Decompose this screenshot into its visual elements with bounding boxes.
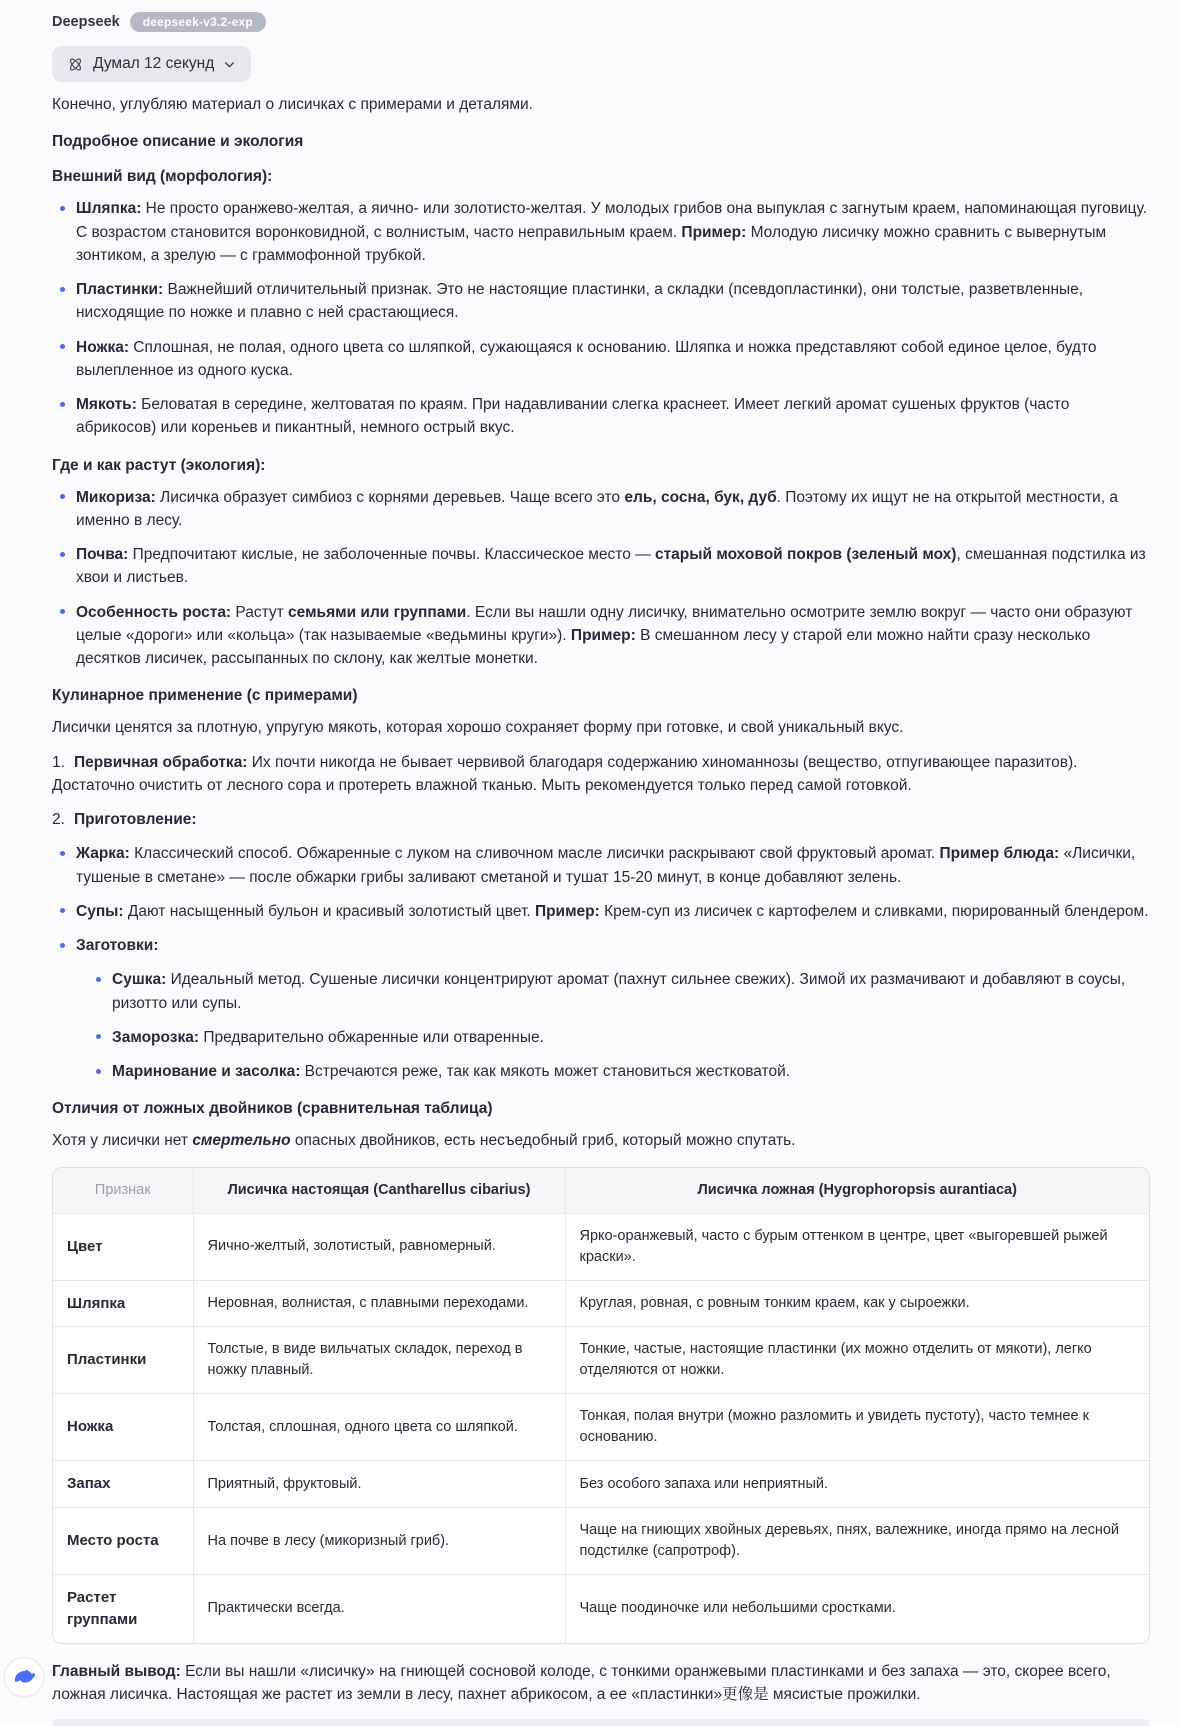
- list-item: [58, 601, 1150, 671]
- table-row: [53, 1280, 1149, 1327]
- column-header: Признак: [53, 1168, 193, 1214]
- real-chanterelle-cell: Практически всегда.: [193, 1575, 565, 1643]
- text-segment: Встречаются реже, так как мякоть может становиться жестковатой.: [300, 1063, 791, 1080]
- list-item: [58, 543, 1150, 590]
- model-badge: deepseek-v3.2-exp: [130, 12, 266, 32]
- text-segment: Пример:: [534, 902, 600, 920]
- text-segment: Дают насыщенный бульон и красивый золотистый цвет.: [123, 902, 535, 920]
- false-chanterelle-cell: Тонкая, полая внутри (можно разломить и увидеть пустоту), часто темнее к основанию.: [565, 1394, 1149, 1461]
- table-row: [53, 1575, 1149, 1643]
- text-segment: Предпочитают кислые, не заболоченные почвы. Классическое место —: [128, 546, 655, 563]
- text-segment: Мякоть:: [76, 396, 137, 413]
- list-item: [58, 336, 1150, 383]
- numbered-item: [52, 808, 1150, 831]
- text-segment: Молодую лисичку можно сравнить с вывернутым зонтиком, а зрелую — с граммофонной трубкой.: [76, 223, 1107, 264]
- paragraph: [52, 1129, 1150, 1152]
- false-chanterelle-cell: Без особого запаха или неприятный.: [565, 1461, 1149, 1508]
- text-segment: Крем-суп из лисичек с картофелем и сливками, пюрированный блендером.: [599, 902, 1149, 920]
- list-item: [94, 1060, 1150, 1083]
- feature-cell: Запах: [53, 1461, 193, 1508]
- text-segment: Жарка:: [76, 845, 130, 863]
- text-segment: семьями или группами: [288, 603, 467, 621]
- table-row: [53, 1213, 1149, 1280]
- numbered-item: [52, 751, 1150, 798]
- text-segment: Заморозка:: [112, 1028, 200, 1046]
- thinking-toggle-button[interactable]: [52, 46, 251, 82]
- feature-cell: Цвет: [53, 1213, 193, 1280]
- column-header: Лисичка ложная (Hygrophoropsis aurantiaca): [565, 1168, 1149, 1214]
- text-segment: Сплошная, не полая, одного цвета со шляпкой, сужающаяся к основанию. Шляпка и ножка представляют собой единое целое, будто вылепленное из одного куска.: [76, 338, 1097, 379]
- list-item: [94, 1026, 1150, 1049]
- bullet-list: [52, 842, 1150, 1083]
- deepseek-whale-icon: [4, 1657, 44, 1697]
- column-header: Лисичка настоящая (Cantharellus cibarius): [193, 1168, 565, 1214]
- feature-cell: Шляпка: [53, 1280, 193, 1327]
- text-segment: Супы:: [76, 902, 124, 920]
- text-segment: Микориза:: [76, 488, 156, 506]
- real-chanterelle-cell: Приятный, фруктовый.: [193, 1461, 565, 1508]
- text-segment: Пластинки:: [76, 281, 164, 298]
- text-segment: Предварительно обжаренные или отваренные.: [199, 1028, 544, 1046]
- real-chanterelle-cell: На почве в лесу (микоризный гриб).: [193, 1508, 565, 1575]
- false-chanterelle-cell: Чаще поодиночке или небольшими сростками.: [565, 1575, 1149, 1643]
- section-heading: Где и как растут (экология):: [52, 456, 266, 474]
- text-segment: Конечно, углубляю материал о лисичках с примерами и деталями.: [52, 96, 533, 113]
- text-segment: . Поэтому их ищут не на открытой местности, а именно в лесу.: [76, 488, 1118, 529]
- text-segment: смертельно: [192, 1132, 291, 1150]
- list-item: [58, 393, 1150, 440]
- atom-icon: [67, 56, 84, 73]
- text-segment: Приготовление:: [73, 811, 197, 828]
- chevron-down-icon: [223, 58, 236, 71]
- conclusion-row: [52, 1660, 1150, 1707]
- text-segment: Важнейший отличительный признак. Это не настоящие пластинки, а складки (псевдопластинки), они толстые, разветвленные, нисходящие по ножке и плавно с ней срастающиеся.: [76, 281, 1084, 322]
- text-segment: Пример блюда:: [939, 845, 1060, 863]
- real-chanterelle-cell: Яично-желтый, золотистый, равномерный.: [193, 1213, 565, 1280]
- comparison-table: [52, 1167, 1150, 1644]
- list-item: [58, 278, 1150, 325]
- text-segment: Ножка:: [76, 338, 129, 356]
- text-segment: Главный вывод:: [52, 1662, 181, 1680]
- table-row: [53, 1327, 1149, 1394]
- thinking-label: Думал 12 секунд: [93, 55, 215, 72]
- feature-cell: Растет группами: [53, 1575, 193, 1643]
- text-segment: Растут: [231, 603, 289, 621]
- text-segment: Пример:: [570, 626, 636, 644]
- text-segment: Если вы нашли «лисичку» на гниющей сосновой колоде, с тонкими оранжевыми пластинками и без запаха — это, скорее всего, ложная лисичка. Настоящая же растет из земли в лесу, пахнет абрикосом, а ее «пластинки»更像是 мясистые прожилки.: [52, 1662, 1111, 1703]
- false-chanterelle-cell: Чаще на гниющих хвойных деревьях, пнях, валежнике, иногда прямо на лесной подстилке (сапротроф).: [565, 1508, 1149, 1575]
- feature-cell: Пластинки: [53, 1327, 193, 1394]
- text-segment: Почва:: [76, 546, 129, 563]
- text-segment: , смешанная подстилка из хвои и листьев.: [76, 546, 1146, 587]
- text-segment: . Если вы нашли одну лисичку, внимательно осмотрите землю вокруг — часто они образуют целые «дороги» или «кольца» (так называемые «ведьмины круги»).: [76, 603, 1133, 644]
- message-header: [52, 10, 1150, 34]
- list-item: [94, 968, 1150, 1015]
- real-chanterelle-cell: Толстая, сплошная, одного цвета со шляпкой.: [193, 1394, 565, 1461]
- section-heading: Внешний вид (морфология):: [52, 168, 273, 186]
- text-segment: Первичная обработка:: [73, 753, 248, 771]
- false-chanterelle-cell: Круглая, ровная, с ровным тонким краем, как у сыроежки.: [565, 1280, 1149, 1327]
- text-segment: Классический способ. Обжаренные с луком на сливочном масле лисички раскрывают свой фруктовый аромат.: [129, 845, 940, 863]
- real-chanterelle-cell: Толстые, в виде вильчатых складок, переход в ножку плавный.: [193, 1327, 565, 1394]
- text-segment: «Лисички, тушеные в сметане» — после обжарки грибы заливают сметаной и тушат 15-20 минут, в конце добавляют зелень.: [76, 845, 1136, 886]
- bullet-list: [52, 486, 1150, 671]
- text-segment: Хотя у лисички нет: [52, 1132, 193, 1150]
- text-segment: В смешанном лесу у старой ели можно найти сразу несколько десятков лисичек, рассыпанных по склону, как желтые монетки.: [76, 626, 1091, 667]
- text-segment: Шляпка:: [76, 200, 142, 218]
- text-segment: Лисичка образует симбиоз с корнями деревьев. Чаще всего это: [155, 488, 625, 506]
- sub-bullet-list: [88, 968, 1150, 1083]
- text-segment: Маринование и засолка:: [112, 1063, 301, 1080]
- feature-cell: Ножка: [53, 1394, 193, 1461]
- list-item: [58, 197, 1150, 267]
- table-row: [53, 1508, 1149, 1575]
- bullet-list: [52, 197, 1150, 439]
- app-name: Deepseek: [52, 14, 120, 30]
- false-chanterelle-cell: Ярко-оранжевый, часто с бурым оттенком в центре, цвет «выгоревшей рыжей краски».: [565, 1213, 1149, 1280]
- text-segment: Беловатая в середине, желтоватая по краям. При надавливании слегка краснеет. Имеет легкий аромат сушеных фруктов (часто абрикосов) или кореньев и пикантный, немного острый вкус.: [76, 396, 1070, 437]
- false-chanterelle-cell: Тонкие, частые, настоящие пластинки (их можно отделить от мякоти), легко отделяются от ножки.: [565, 1327, 1149, 1394]
- text-segment: Не просто оранжево-желтая, а яично- или золотисто-желтая. У молодых грибов она выпуклая с загнутым краем, напоминающая пуговицу. С возрастом становится воронковидной, с волнистым, часто неправильным краем.: [76, 200, 1148, 241]
- next-block-edge: [52, 1719, 1150, 1726]
- text-segment: Сушка:: [112, 971, 167, 989]
- feature-cell: Место роста: [53, 1508, 193, 1575]
- text-segment: Идеальный метод. Сушеные лисички концентрируют аромат (пахнут сильнее свежих). Зимой их размачивают и добавляют в соусы, ризотто или супы.: [112, 971, 1126, 1012]
- text-segment: Лисички ценятся за плотную, упругую мякоть, которая хорошо сохраняет форму при готовке, и свой уникальный вкус.: [52, 719, 904, 737]
- text-segment: ель, сосна, бук, дуб: [624, 488, 777, 506]
- table-header-row: [53, 1168, 1149, 1214]
- paragraph: [52, 93, 1150, 116]
- item-number: 1.: [52, 753, 65, 771]
- message-content: [52, 93, 1150, 1644]
- table-row: [53, 1394, 1149, 1461]
- section-heading: Отличия от ложных двойников (сравнительная таблица): [52, 1100, 493, 1118]
- list-item: [58, 900, 1150, 923]
- list-item: [58, 934, 1150, 1083]
- conclusion-paragraph: [52, 1660, 1150, 1707]
- real-chanterelle-cell: Неровная, волнистая, с плавными переходами.: [193, 1280, 565, 1327]
- text-segment: старый моховой покров (зеленый мох): [654, 546, 957, 563]
- list-item: [58, 486, 1150, 533]
- item-number: 2.: [52, 811, 65, 828]
- text-segment: Пример:: [681, 223, 747, 241]
- text-segment: опасных двойников, есть несъедобный гриб, который можно спутать.: [290, 1132, 796, 1150]
- text-segment: Заготовки:: [76, 937, 159, 954]
- text-segment: Особенность роста:: [76, 603, 232, 621]
- paragraph: [52, 716, 1150, 739]
- text-segment: Их почти никогда не бывает червивой благодаря содержанию хиноманнозы (вещество, отпугивающее паразитов). Достаточно очистить от лесного сора и протереть влажной тканью. Мыть рекомендуется только перед самой готовкой.: [52, 753, 1078, 794]
- section-heading: Подробное описание и экология: [52, 133, 304, 151]
- table-row: [53, 1461, 1149, 1508]
- list-item: [58, 842, 1150, 889]
- section-heading: Кулинарное применение (с примерами): [52, 687, 358, 705]
